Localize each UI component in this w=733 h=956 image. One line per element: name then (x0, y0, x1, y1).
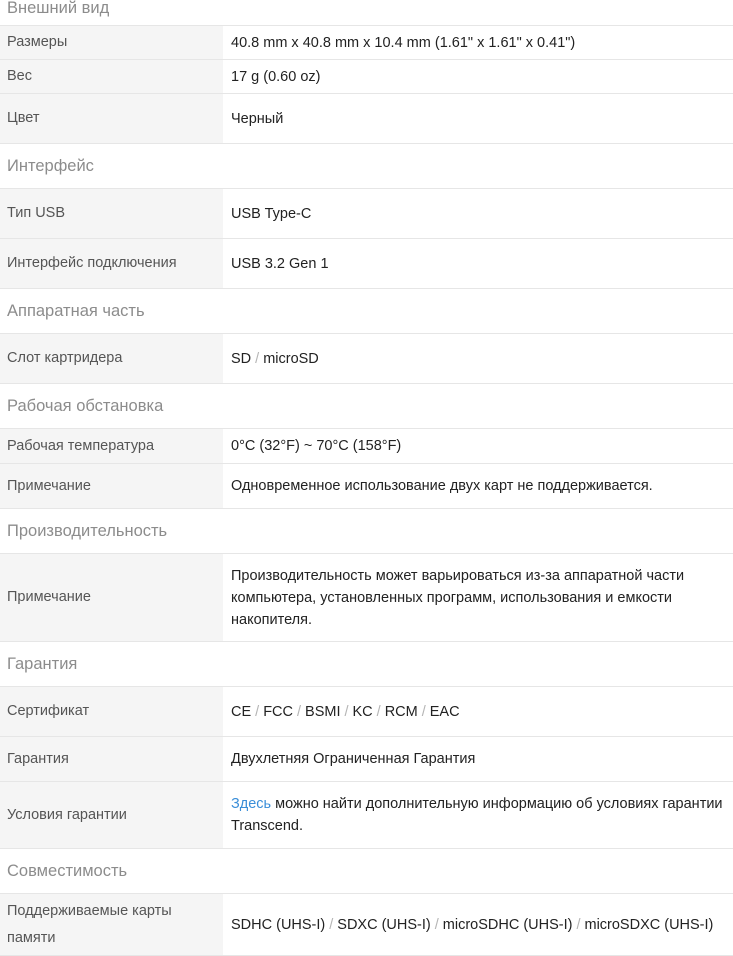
separator: / (421, 703, 426, 720)
card-item: SDXC (UHS-I) (337, 916, 431, 933)
separator: / (576, 916, 581, 933)
spec-value: Черный (231, 110, 284, 127)
spec-value-text: Производительность может варьироваться из-за аппаратной части компьютера, установленных программ, использования и емкости накопителя. (231, 567, 685, 628)
separator: / (255, 350, 260, 367)
cert-item: FCC (263, 703, 293, 720)
spec-label: Примечание (0, 464, 223, 508)
slot-item: microSD (263, 350, 319, 367)
spec-value (223, 894, 733, 955)
spec-row-operating-temp (0, 429, 733, 464)
separator: / (329, 916, 334, 933)
spec-row-warranty (0, 737, 733, 782)
spec-row-supported-cards (0, 894, 733, 956)
spec-label: Рабочая температура (0, 429, 223, 463)
spec-label: Слот картридера (0, 334, 223, 383)
spec-row-usb-type (0, 189, 733, 239)
cert-item: EAC (429, 703, 460, 720)
spec-row-certificate (0, 687, 733, 737)
section-heading-performance: Производительность (0, 509, 733, 554)
spec-row-connection-interface (0, 239, 733, 289)
spec-value (223, 782, 733, 848)
separator: / (255, 703, 260, 720)
spec-row-dimensions (0, 26, 733, 60)
spec-label: Интерфейс подключения (0, 239, 223, 288)
separator: / (376, 703, 381, 720)
card-item: SDHC (UHS-I) (231, 916, 326, 933)
spec-label: Примечание (0, 554, 223, 641)
spec-value: 0°C (32°F) ~ 70°C (158°F) (231, 438, 402, 454)
slot-item: SD (231, 350, 252, 367)
warranty-terms-text (231, 793, 725, 837)
spec-value: Одновременное использование двух карт не поддерживается. (231, 478, 653, 494)
spec-label: Тип USB (0, 189, 223, 238)
spec-row-warranty-terms (0, 782, 733, 849)
spec-row-weight (0, 60, 733, 94)
spec-label: Сертификат (0, 687, 223, 736)
spec-value (223, 554, 733, 641)
card-item: microSDHC (UHS-I) (442, 916, 573, 933)
card-item: microSDXC (UHS-I) (584, 916, 714, 933)
spec-value (223, 687, 733, 736)
separator: / (434, 916, 439, 933)
spec-value: 17 g (0.60 oz) (231, 68, 321, 85)
spec-value: 40.8 mm x 40.8 mm x 10.4 mm (1.61" x 1.61" x 0.41") (231, 34, 576, 51)
spec-label: Гарантия (0, 737, 223, 781)
section-heading-compatibility: Совместимость (0, 849, 733, 894)
section-heading-environment: Рабочая обстановка (0, 384, 733, 429)
spec-row-card-slot (0, 334, 733, 384)
spec-row-color (0, 94, 733, 144)
cert-item: RCM (384, 703, 418, 720)
separator: / (297, 703, 302, 720)
spec-value: Двухлетняя Ограниченная Гарантия (231, 751, 476, 767)
separator: / (344, 703, 349, 720)
spec-value: USB Type-C (231, 205, 312, 222)
spec-value: USB 3.2 Gen 1 (231, 255, 329, 272)
spec-label: Размеры (0, 26, 223, 59)
spec-label: Вес (0, 60, 223, 93)
spec-label: Поддерживаемые карты памяти (0, 894, 223, 955)
cert-item: KC (352, 703, 373, 720)
spec-label: Цвет (0, 94, 223, 143)
spec-value (223, 334, 733, 383)
cert-item: BSMI (305, 703, 341, 720)
spec-label: Условия гарантии (0, 782, 223, 848)
section-heading-interface: Интерфейс (0, 144, 733, 189)
section-heading-hardware: Аппаратная часть (0, 289, 733, 334)
spec-row-note (0, 464, 733, 509)
warranty-info-link[interactable]: Здесь (231, 796, 272, 812)
section-heading-warranty: Гарантия (0, 642, 733, 687)
spec-row-performance-note (0, 554, 733, 642)
warranty-terms-rest: можно найти дополнительную информацию об условиях гарантии Transcend. (231, 796, 723, 834)
cert-item: CE (231, 703, 252, 720)
section-heading-appearance: Внешний вид (0, 0, 733, 26)
